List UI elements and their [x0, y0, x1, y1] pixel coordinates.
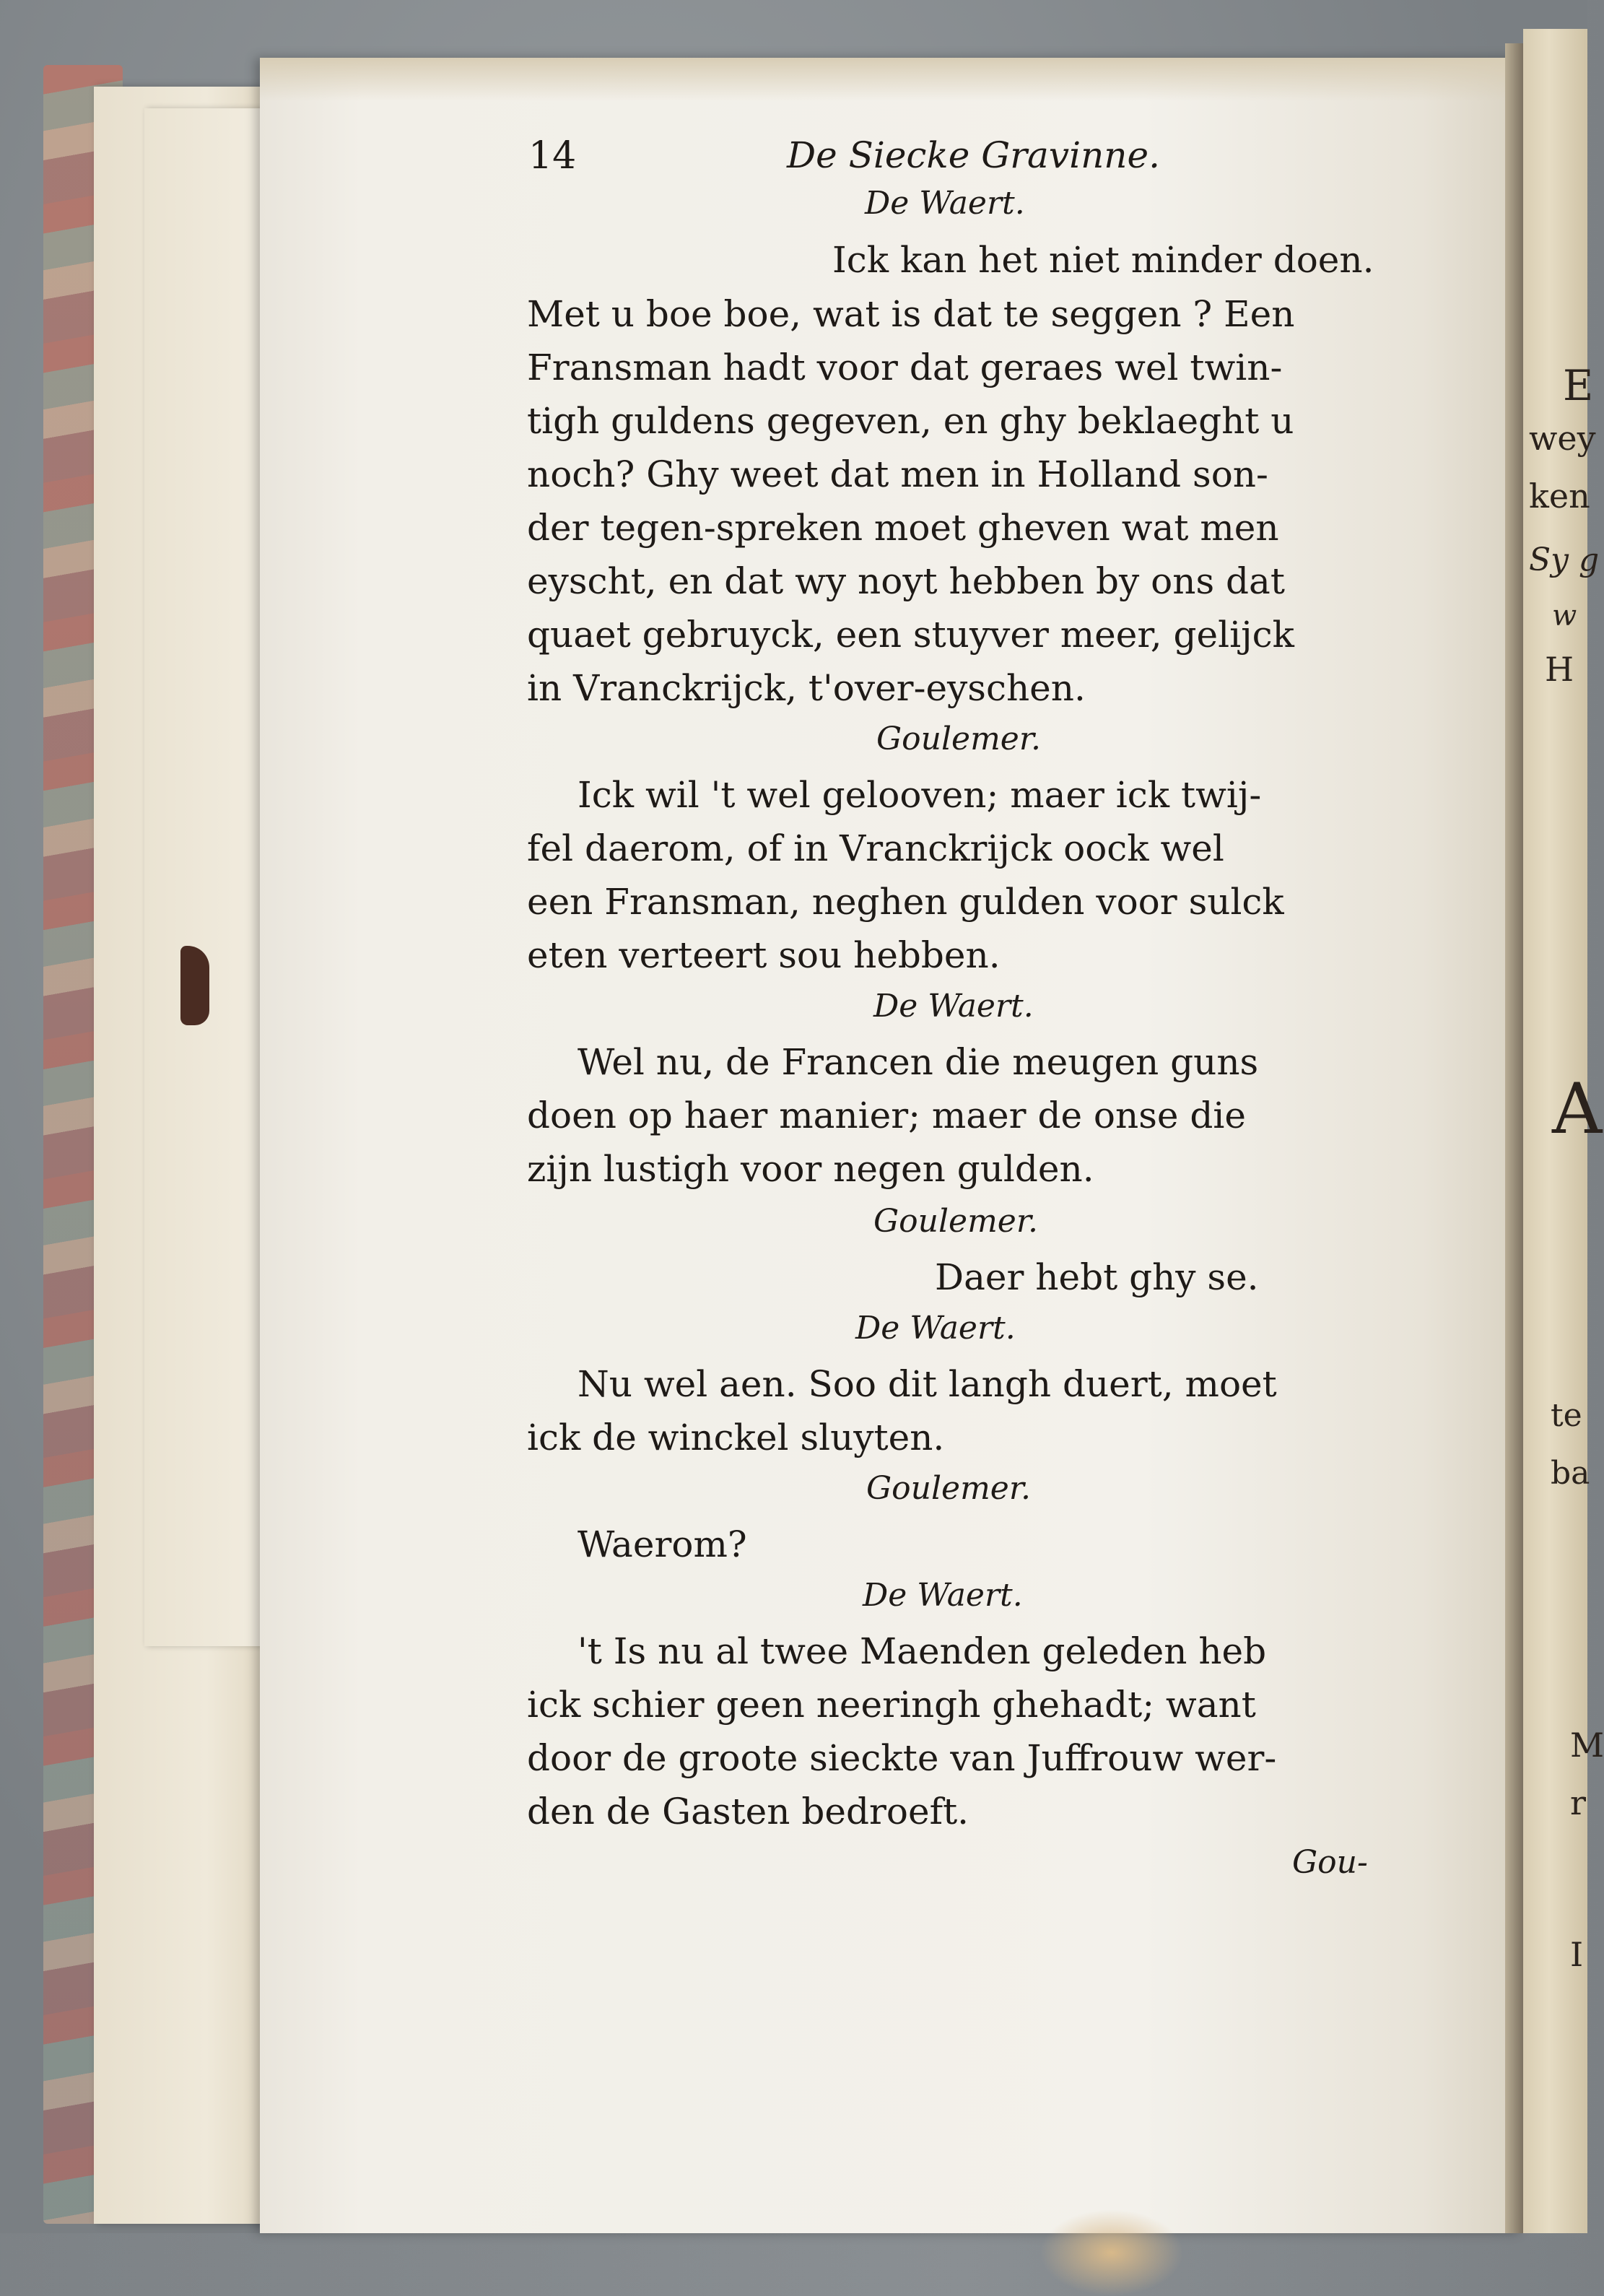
page-stain — [1039, 2209, 1184, 2296]
speaker-label: Goulemer. — [866, 1470, 1032, 1507]
text-line: Ick wil 't wel gelooven; maer ick twij- — [577, 774, 1262, 816]
facing-fragment: ba — [1551, 1455, 1590, 1492]
running-head: De Siecke Gravinne. — [787, 134, 1160, 176]
text-line: noch? Ghy weet dat men in Holland son- — [527, 453, 1268, 495]
text-line: door de groote sieckte van Juffrouw wer- — [527, 1737, 1277, 1779]
facing-fragment: Sy g — [1529, 542, 1600, 578]
text-line: den de Gasten bedroeft. — [527, 1791, 969, 1832]
facing-fragment: te — [1551, 1397, 1582, 1434]
text-line: Wel nu, de Francen die meugen guns — [577, 1041, 1259, 1083]
speaker-label: Goulemer. — [873, 1203, 1039, 1240]
book-page — [260, 58, 1523, 2233]
text-line: een Fransman, neghen gulden voor sulck — [527, 881, 1284, 923]
text-line: Waerom? — [577, 1523, 747, 1565]
text-line: eyscht, en dat wy noyt hebben by ons dat — [527, 560, 1285, 602]
facing-fragment: r — [1570, 1783, 1586, 1822]
text-line: tigh guldens gegeven, en ghy beklaeght u — [527, 400, 1294, 442]
text-line: doen op haer manier; maer de onse die — [527, 1095, 1246, 1136]
text-line: ick de winckel sluyten. — [527, 1417, 945, 1458]
text-line: Daer hebt ghy se. — [935, 1256, 1259, 1298]
text-line: eten verteert sou hebben. — [527, 934, 1001, 976]
text-line: der tegen-spreken moet gheven wat men — [527, 507, 1279, 549]
facing-fragment: E — [1563, 361, 1594, 410]
text-line: quaet gebruyck, een stuyver meer, gelijck — [527, 614, 1294, 656]
speaker-label: De Waert. — [865, 185, 1025, 222]
text-line: Met u boe boe, wat is dat te seggen ? Een — [527, 293, 1295, 335]
facing-fragment: A — [1552, 1069, 1603, 1149]
facing-fragment: w — [1552, 599, 1577, 632]
text-line: in Vranckrijck, t'over-eyschen. — [527, 667, 1086, 709]
text-line: 't Is nu al twee Maenden geleden heb — [577, 1630, 1267, 1672]
leaf-damage-mark — [180, 946, 209, 1025]
page-number: 14 — [528, 134, 577, 178]
text-line: Nu wel aen. Soo dit langh duert, moet — [577, 1363, 1277, 1405]
text-line: Fransman hadt voor dat geraes wel twin- — [527, 347, 1283, 388]
text-line: fel daerom, of in Vranckrijck oock wel — [527, 827, 1224, 869]
text-line: zijn lustigh voor negen gulden. — [527, 1148, 1094, 1190]
speaker-label: De Waert. — [855, 1310, 1016, 1347]
facing-fragment: ken — [1529, 477, 1590, 516]
text-line: ick schier geen neeringh ghehadt; want — [527, 1684, 1256, 1726]
speaker-label: Goulemer. — [876, 721, 1042, 757]
facing-fragment: M — [1570, 1726, 1604, 1765]
facing-fragment: H — [1545, 650, 1574, 689]
speaker-label: De Waert. — [863, 1577, 1023, 1614]
facing-fragment: I — [1570, 1935, 1584, 1974]
text-line: Ick kan het niet minder doen. — [832, 239, 1374, 281]
speaker-label: De Waert. — [873, 988, 1034, 1025]
catchword: Gou- — [1292, 1844, 1368, 1881]
facing-page — [1523, 29, 1604, 2233]
facing-fragment: wey — [1529, 419, 1596, 458]
